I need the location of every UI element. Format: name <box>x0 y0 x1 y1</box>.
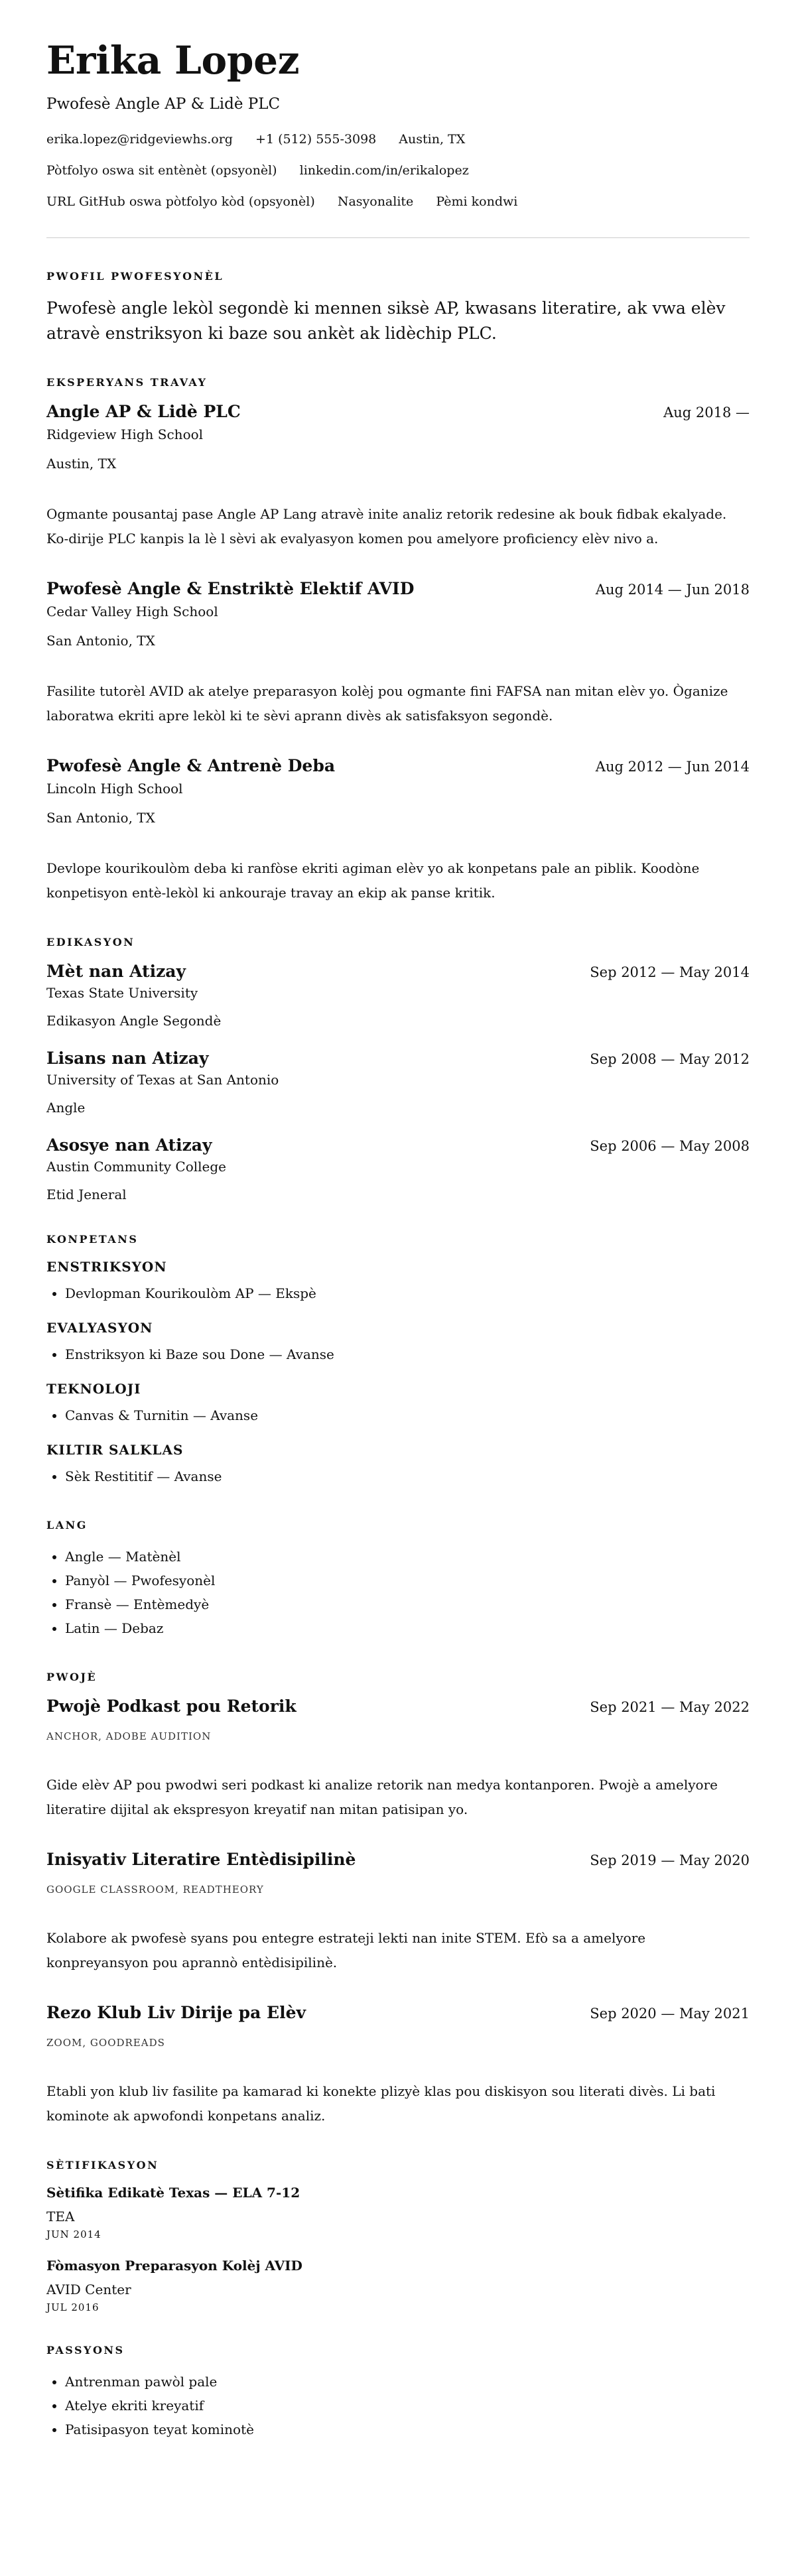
degree-field: Edikasyon Angle Segondè <box>46 1013 222 1029</box>
language-item: • Fransè — Entèmedyè <box>65 1592 750 1616</box>
section-title: KONPETANS <box>46 1233 139 1246</box>
job-location: San Antonio, TX <box>46 810 155 826</box>
skill-item: • Enstriksyon ki Baze sou Done — Avanse <box>65 1342 750 1366</box>
language-item: • Angle — Matènèl <box>65 1545 750 1569</box>
education-section <box>46 936 750 1202</box>
job-description: Ogmante pousantaj pase Angle AP Lang atravè inite analiz retorik redesine ak bouk fidbak ekalyade. Ko-dirije PLC kanpis la lè l sèvi ak evalyasyon komen pou amelyore proficiency elèv nivo a. <box>46 506 727 547</box>
project-tools: GOOGLE CLASSROOM, READTHEORY <box>46 1884 264 1896</box>
skill-group <box>46 1442 750 1488</box>
job-employer: Cedar Valley High School <box>46 604 218 620</box>
language-item: • Panyòl — Pwofesyonèl <box>65 1569 750 1592</box>
contact-row-2 <box>46 164 750 178</box>
languages-section <box>46 1519 750 1640</box>
project-tools: ANCHOR, ADOBE AUDITION <box>46 1730 212 1743</box>
contact-row-3 <box>46 195 750 209</box>
job-title: Pwofesè Angle & Enstriktè Elektif AVID <box>46 579 415 599</box>
project-description: Etabli yon klub liv fasilite pa kamarad ki konekte plizyè klas pou diskisyon sou literati divès. Li bati kominote ak apwofondi konpetans analiz. <box>46 2083 716 2124</box>
certification-name: Sètifika Edikatè Texas — ELA 7-12 <box>46 2185 300 2201</box>
education-entry <box>46 1049 750 1116</box>
certification-entry <box>46 2258 750 2313</box>
degree-dates: Sep 2012 — May 2014 <box>590 964 750 981</box>
degree-title: Lisans nan Atizay <box>46 1049 209 1068</box>
contact-portfolio[interactable]: Pòtfolyo oswa sit entènèt (opsyonèl) <box>46 162 277 178</box>
section-title: SÈTIFIKASYON <box>46 2159 159 2172</box>
skill-item: • Canvas & Turnitin — Avanse <box>65 1403 750 1427</box>
skill-group-title: ENSTRIKSYON <box>46 1259 167 1275</box>
experience-section <box>46 376 750 905</box>
degree-field: Angle <box>46 1100 86 1116</box>
interests-section <box>46 2344 750 2441</box>
candidate-name: Erika Lopez <box>46 38 300 83</box>
projects-section <box>46 1671 750 2128</box>
project-entry <box>46 2003 750 2128</box>
project-entry <box>46 1697 750 1822</box>
skill-group-title: KILTIR SALKLAS <box>46 1442 184 1458</box>
job-title: Pwofesè Angle & Antrenè Deba <box>46 756 336 776</box>
contact-license: Pèmi kondwi <box>436 194 518 209</box>
degree-field: Etid Jeneral <box>46 1187 127 1203</box>
contact-row-1 <box>46 133 750 147</box>
contact-github[interactable]: URL GitHub oswa pòtfolyo kòd (opsyonèl) <box>46 194 315 209</box>
certification-issuer: AVID Center <box>46 2282 131 2298</box>
job-dates: Aug 2014 — Jun 2018 <box>595 582 750 598</box>
project-title: Rezo Klub Liv Dirije pa Elèv <box>46 2003 306 2023</box>
interest-item: • Antrenman pawòl pale <box>65 2370 750 2394</box>
project-tools: ZOOM, GOODREADS <box>46 2037 165 2049</box>
degree-title: Asosye nan Atizay <box>46 1135 212 1155</box>
skills-section <box>46 1233 750 1488</box>
section-title: PWOFIL PWOFESYONÈL <box>46 270 224 283</box>
experience-entry <box>46 756 750 905</box>
degree-title: Mèt nan Atizay <box>46 962 186 982</box>
section-title: EKSPERYANS TRAVAY <box>46 376 208 389</box>
section-title: EDIKASYON <box>46 936 135 949</box>
summary-text: Pwofesè angle lekòl segondè ki mennen siksè AP, kwasans literatire, ak vwa elèv atravè enstriksyon ki baze sou ankèt ak lidèchip PLC. <box>46 298 726 343</box>
certification-name: Fòmasyon Preparasyon Kolèj AVID <box>46 2258 302 2274</box>
candidate-headline: Pwofesè Angle AP & Lidè PLC <box>46 95 281 113</box>
school-name: Texas State University <box>46 985 198 1001</box>
project-title: Inisyativ Literatire Entèdisipilinè <box>46 1850 356 1870</box>
language-item: • Latin — Debaz <box>65 1616 750 1640</box>
skill-item: • Sèk Restititif — Avanse <box>65 1464 750 1488</box>
education-entry <box>46 962 750 1029</box>
project-title: Pwojè Podkast pou Retorik <box>46 1697 297 1716</box>
job-employer: Ridgeview High School <box>46 426 204 443</box>
certifications-section <box>46 2159 750 2313</box>
skill-group <box>46 1381 750 1427</box>
certification-date: JUN 2014 <box>46 2228 101 2241</box>
project-dates: Sep 2019 — May 2020 <box>590 1852 750 1869</box>
project-dates: Sep 2020 — May 2021 <box>590 2006 750 2022</box>
job-dates: Aug 2012 — Jun 2014 <box>595 759 750 775</box>
certification-issuer: TEA <box>46 2209 75 2225</box>
skill-group <box>46 1320 750 1366</box>
experience-entry <box>46 402 750 551</box>
project-entry <box>46 1850 750 1975</box>
interest-item: • Patisipasyon teyat kominotè <box>65 2417 750 2441</box>
contact-phone[interactable]: +1 (512) 555-3098 <box>255 131 377 147</box>
job-location: Austin, TX <box>46 456 117 472</box>
degree-dates: Sep 2008 — May 2012 <box>590 1051 750 1068</box>
education-entry <box>46 1135 750 1202</box>
section-title: PASSYONS <box>46 2344 125 2357</box>
project-dates: Sep 2021 — May 2022 <box>590 1699 750 1716</box>
summary-section <box>46 270 750 346</box>
skill-group <box>46 1259 750 1305</box>
resume-header <box>46 40 750 208</box>
certification-date: JUL 2016 <box>46 2301 100 2314</box>
contact-linkedin[interactable]: linkedin.com/in/erikalopez <box>299 162 469 178</box>
project-description: Gide elèv AP pou pwodwi seri podkast ki analize retorik nan medya kontanporen. Pwojè a amelyore literatire dijital ak ekspresyon kreyatif nan mitan patisipan yo. <box>46 1777 718 1818</box>
section-title: PWOJÈ <box>46 1671 98 1684</box>
degree-dates: Sep 2006 — May 2008 <box>590 1138 750 1155</box>
school-name: University of Texas at San Antonio <box>46 1072 279 1088</box>
experience-entry <box>46 579 750 728</box>
skill-item: • Devlopman Kourikoulòm AP — Ekspè <box>65 1281 750 1305</box>
job-title: Angle AP & Lidè PLC <box>46 402 241 422</box>
skill-group-title: EVALYASYON <box>46 1320 153 1336</box>
project-description: Kolabore ak pwofesè syans pou entegre estrateji lekti nan inite STEM. Efò sa a amelyore konpreyansyon pou aprannò entèdisipilinè. <box>46 1930 646 1971</box>
skill-group-title: TEKNOLOJI <box>46 1381 141 1397</box>
school-name: Austin Community College <box>46 1159 226 1175</box>
contact-email[interactable]: erika.lopez@ridgeviewhs.org <box>46 131 233 147</box>
job-description: Fasilite tutorèl AVID ak atelye preparasyon kolèj pou ogmante fini FAFSA nan mitan elèv yo. Òganize laboratwa ekriti apre lekòl ki te sèvi aprann divès ak satisfaksyon segondè. <box>46 683 728 724</box>
interest-item: • Atelye ekriti kreyatif <box>65 2394 750 2417</box>
section-title: LANG <box>46 1519 88 1532</box>
job-dates: Aug 2018 — <box>663 405 750 421</box>
certification-entry <box>46 2185 750 2240</box>
header-divider <box>46 237 750 238</box>
contact-nationality: Nasyonalite <box>337 194 414 209</box>
job-location: San Antonio, TX <box>46 633 155 649</box>
job-employer: Lincoln High School <box>46 781 183 797</box>
contact-location: Austin, TX <box>399 131 466 147</box>
job-description: Devlope kourikoulòm deba ki ranfòse ekriti agiman elèv yo ak konpetans pale an piblik. Koodòne konpetisyon entè-lekòl ki ankouraje travay an ekip ak panse kritik. <box>46 860 700 901</box>
